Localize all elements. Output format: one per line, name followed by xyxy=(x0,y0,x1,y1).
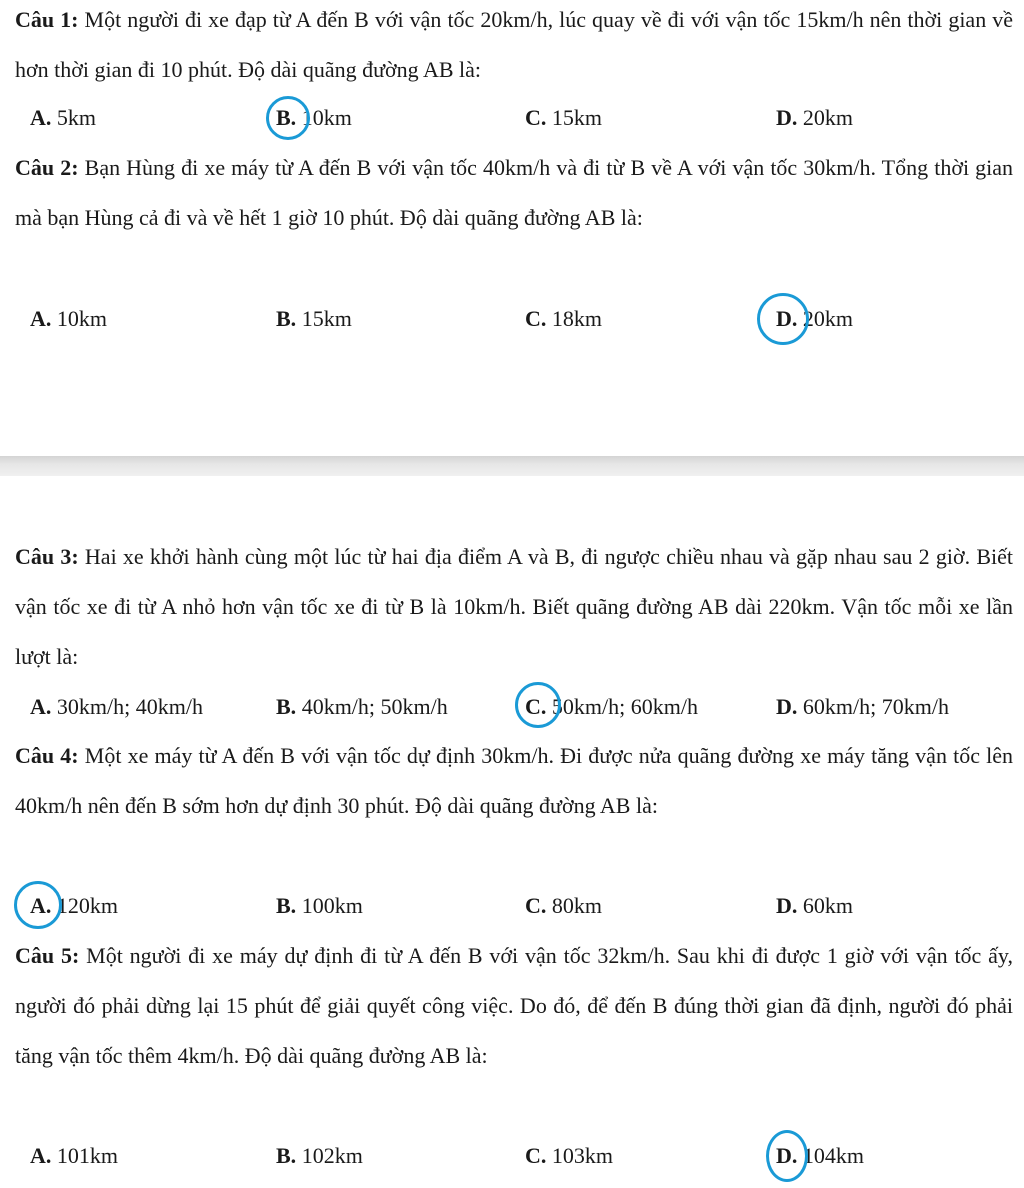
question-4-text xyxy=(15,731,1013,831)
question-4-body: Một xe máy từ A đến B với vận tốc dự định 30km/h. Đi được nửa quãng đường xe máy tăng vận tốc lên 40km/h nên đến B sớm hơn dự định 30 phút. Độ dài quãng đường AB là: xyxy=(15,743,1013,818)
question-2-label: Câu 2: xyxy=(15,155,79,180)
question-5-label: Câu 5: xyxy=(15,943,80,968)
question-2-text xyxy=(15,143,1013,243)
page-separator xyxy=(0,456,1024,476)
question-2-option-b: B. 15km xyxy=(276,306,352,331)
question-5-option-d: D. 104km xyxy=(776,1143,865,1168)
question-2-option-d: D. 20km xyxy=(776,306,854,331)
question-2-option-a: A. 10km xyxy=(30,306,108,331)
question-5-text xyxy=(15,931,1013,1081)
question-4-option-c: C. 80km xyxy=(525,893,603,918)
question-1-option-d: D. 20km xyxy=(776,105,854,130)
question-4-option-a: A. 120km xyxy=(30,893,119,918)
document-page-2 xyxy=(0,476,1024,1188)
question-3-option-b: B. 40km/h; 50km/h xyxy=(276,694,448,719)
question-3-label: Câu 3: xyxy=(15,544,79,569)
question-3-option-c: C. 50km/h; 60km/h xyxy=(525,694,698,719)
question-5-option-c: C. 103km xyxy=(525,1143,614,1168)
question-1-option-b: B. 10km xyxy=(276,105,352,130)
question-2-option-c: C. 18km xyxy=(525,306,603,331)
question-1-option-c: C. 15km xyxy=(525,105,603,130)
document-page-1 xyxy=(0,0,1024,456)
question-3-text xyxy=(15,532,1013,682)
question-3-option-a: A. 30km/h; 40km/h xyxy=(30,694,203,719)
question-5-option-b: B. 102km xyxy=(276,1143,363,1168)
question-4-option-d: D. 60km xyxy=(776,893,854,918)
question-1-option-a: A. 5km xyxy=(30,105,97,130)
question-1-text xyxy=(15,0,1013,95)
question-5-body: Một người đi xe máy dự định đi từ A đến B với vận tốc 32km/h. Sau khi đi được 1 giờ với vận tốc ấy, người đó phải dừng lại 15 phút để giải quyết công việc. Do đó, để đến B đúng thời gian đã định, người đó phải tăng vận tốc thêm 4km/h. Độ dài quãng đường AB là: xyxy=(15,943,1014,1068)
question-2-body: Bạn Hùng đi xe máy từ A đến B với vận tốc 40km/h và đi từ B về A với vận tốc 30km/h. Tổng thời gian mà bạn Hùng cả đi và về hết 1 giờ 10 phút. Độ dài quãng đường AB là: xyxy=(15,155,1014,230)
question-1-body: Một người đi xe đạp từ A đến B với vận tốc 20km/h, lúc quay về đi với vận tốc 15km/h nên thời gian về hơn thời gian đi 10 phút. Độ dài quãng đường AB là: xyxy=(15,7,1013,82)
question-3-option-d: D. 60km/h; 70km/h xyxy=(776,694,949,719)
question-3-body: Hai xe khởi hành cùng một lúc từ hai địa điểm A và B, đi ngược chiều nhau và gặp nhau sau 2 giờ. Biết vận tốc xe đi từ A nhỏ hơn vận tốc xe đi từ B là 10km/h. Biết quãng đường AB dài 220km. Vận tốc mỗi xe lần lượt là: xyxy=(15,544,1013,669)
question-5-option-a: A. 101km xyxy=(30,1143,119,1168)
question-4-label: Câu 4: xyxy=(15,743,79,768)
question-1-label: Câu 1: xyxy=(15,7,79,32)
question-4-option-b: B. 100km xyxy=(276,893,363,918)
